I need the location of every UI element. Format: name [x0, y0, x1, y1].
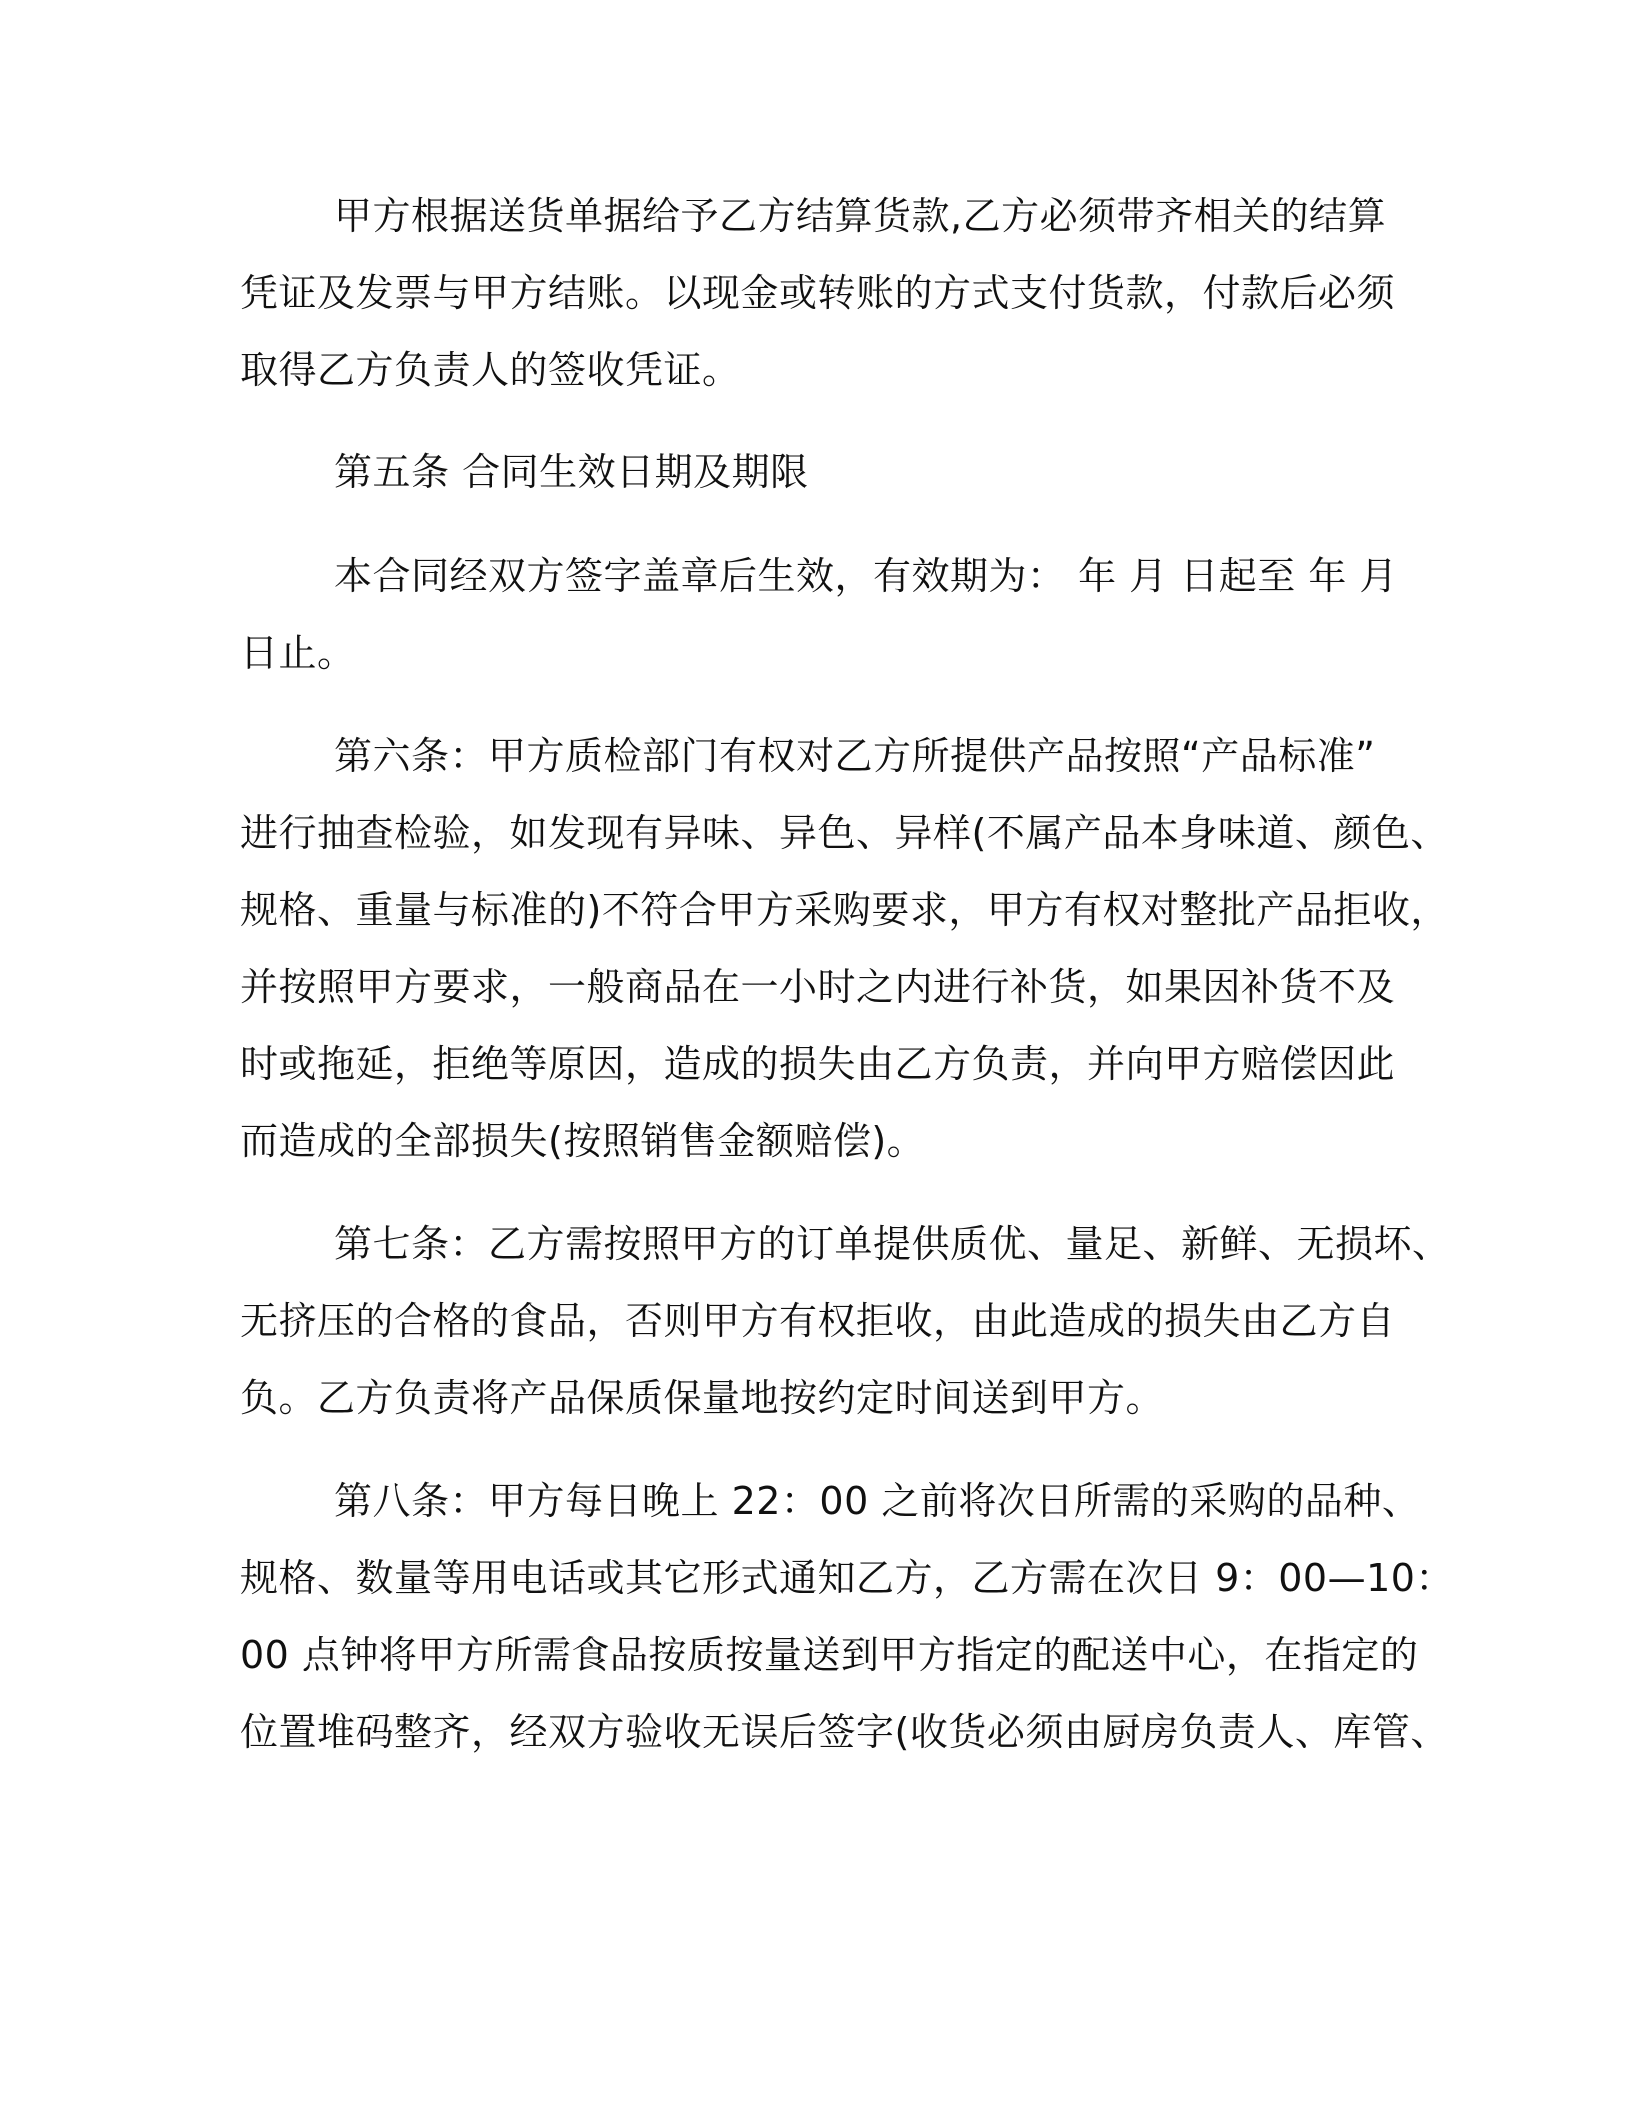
paragraph-line: 并按照甲方要求，一般商品在一小时之内进行补货，如果因补货不及 [240, 965, 1396, 1009]
paragraph-line: 第七条：乙方需按照甲方的订单提供质优、量足、新鲜、无损坏、 [334, 1222, 1451, 1266]
paragraph-line: 甲方根据送货单据给予乙方结算货款,乙方必须带齐相关的结算 [334, 194, 1387, 238]
paragraph-line: 规格、重量与标准的)不符合甲方采购要求，甲方有权对整批产品拒收， [240, 888, 1449, 932]
paragraph-line: 第六条：甲方质检部门有权对乙方所提供产品按照“产品标准” [334, 734, 1376, 778]
paragraph-line: 而造成的全部损失(按照销售金额赔偿)。 [240, 1119, 926, 1163]
paragraph-line: 无挤压的合格的食品，否则甲方有权拒收，由此造成的损失由乙方自 [240, 1299, 1396, 1343]
paragraph-line: 进行抽查检验，如发现有异味、异色、异样(不属产品本身味道、颜色、 [240, 811, 1449, 855]
paragraph-line: 负。乙方负责将产品保质保量地按约定时间送到甲方。 [240, 1376, 1165, 1420]
paragraph-line: 第八条：甲方每日晚上 22：00 之前将次日所需的采购的品种、 [334, 1479, 1421, 1523]
paragraph-line: 规格、数量等用电话或其它形式通知乙方，乙方需在次日 9：00—10： [240, 1556, 1454, 1600]
paragraph-line: 本合同经双方签字盖章后生效，有效期为： 年 月 日起至 年 月 [334, 554, 1398, 598]
paragraph-line: 00 点钟将甲方所需食品按质按量送到甲方指定的配送中心，在指定的 [240, 1633, 1419, 1677]
paragraph-line: 时或拖延，拒绝等原因，造成的损失由乙方负责，并向甲方赔偿因此 [240, 1042, 1396, 1086]
paragraph-line: 日止。 [240, 631, 356, 675]
paragraph-line: 取得乙方负责人的签收凭证。 [240, 348, 741, 392]
section-heading: 第五条 合同生效日期及期限 [334, 450, 809, 494]
paragraph-line: 凭证及发票与甲方结账。以现金或转账的方式支付货款，付款后必须 [240, 271, 1396, 315]
paragraph-line: 位置堆码整齐，经双方验收无误后签字(收货必须由厨房负责人、库管、 [240, 1710, 1449, 1754]
